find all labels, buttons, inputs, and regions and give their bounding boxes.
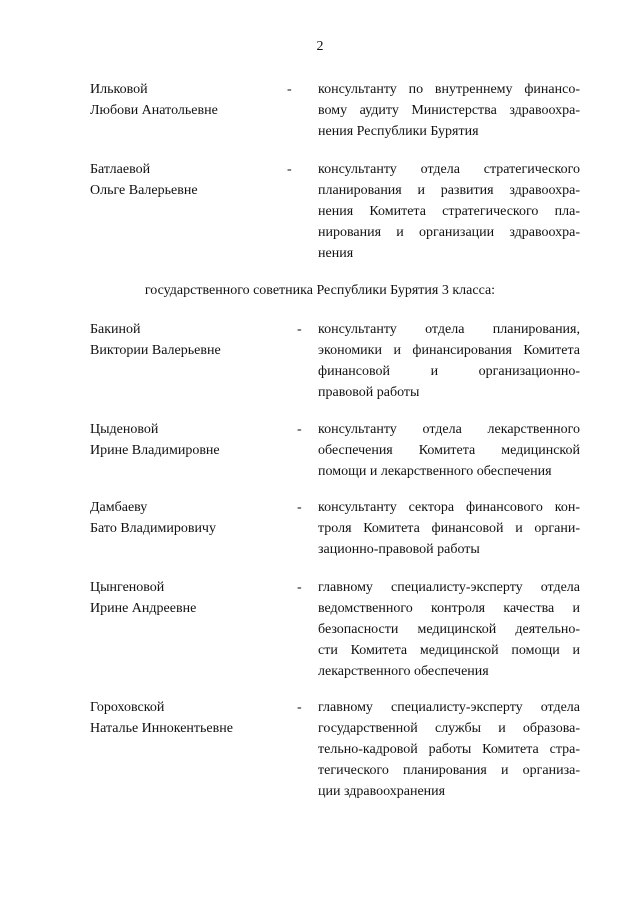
separator-dash: -	[297, 322, 302, 337]
person-name: Дамбаеву Бато Владимировичу	[90, 500, 216, 536]
section-heading: государственного советника Республики Бурятия 3 класса:	[144, 283, 496, 298]
appointment-entry	[90, 497, 580, 557]
position-description: консультанту сектора финансового кон- троля Комитета финансовой и органи- зационно-правовой работы	[318, 500, 580, 557]
separator-dash: -	[297, 500, 302, 515]
separator-dash: -	[287, 82, 292, 97]
appointment-entry	[90, 577, 580, 679]
position-description: главному специалисту-эксперту отдела государственной службы и образова- тельно-кадровой работы Комитета стра- тегического планирования и организа- ции здравоохранения	[318, 700, 580, 799]
position-description: консультанту отдела лекарственного обеспечения Комитета медицинской помощи и лекарственного обеспечения	[318, 422, 580, 479]
person-name: Ильковой Любови Анатольевне	[90, 82, 218, 118]
person-name: Батлаевой Ольге Валерьевне	[90, 162, 198, 198]
appointment-entry	[90, 697, 580, 799]
position-description: главному специалисту-эксперту отдела ведомственного контроля качества и безопасности медицинской деятельно- сти Комитета медицинской помощи и лекарственного обеспечения	[318, 580, 580, 679]
page-number: 2	[316, 39, 324, 54]
person-name: Цынгеновой Ирине Андреевне	[90, 580, 197, 616]
separator-dash: -	[287, 162, 292, 177]
person-name: Цыденовой Ирине Владимировне	[90, 422, 220, 458]
position-description: консультанту отдела планирования, экономики и финансирования Комитета финансовой и организационно- правовой работы	[318, 322, 580, 400]
appointment-entry	[90, 79, 580, 139]
person-name: Бакиной Виктории Валерьевне	[90, 322, 221, 358]
appointment-entry	[90, 419, 580, 479]
separator-dash: -	[297, 700, 302, 715]
appointment-entry	[90, 159, 580, 261]
separator-dash: -	[297, 422, 302, 437]
appointment-entry	[90, 319, 580, 400]
position-description: консультанту по внутреннему финансо- вому аудиту Министерства здравоохра- нения Республики Бурятия	[318, 82, 580, 139]
separator-dash: -	[297, 580, 302, 595]
person-name: Гороховской Наталье Иннокентьевне	[90, 700, 233, 736]
position-description: консультанту отдела стратегического планирования и развития здравоохра- нения Комитета стратегического пла- нирования и организации здравоохра- нения	[318, 162, 580, 261]
